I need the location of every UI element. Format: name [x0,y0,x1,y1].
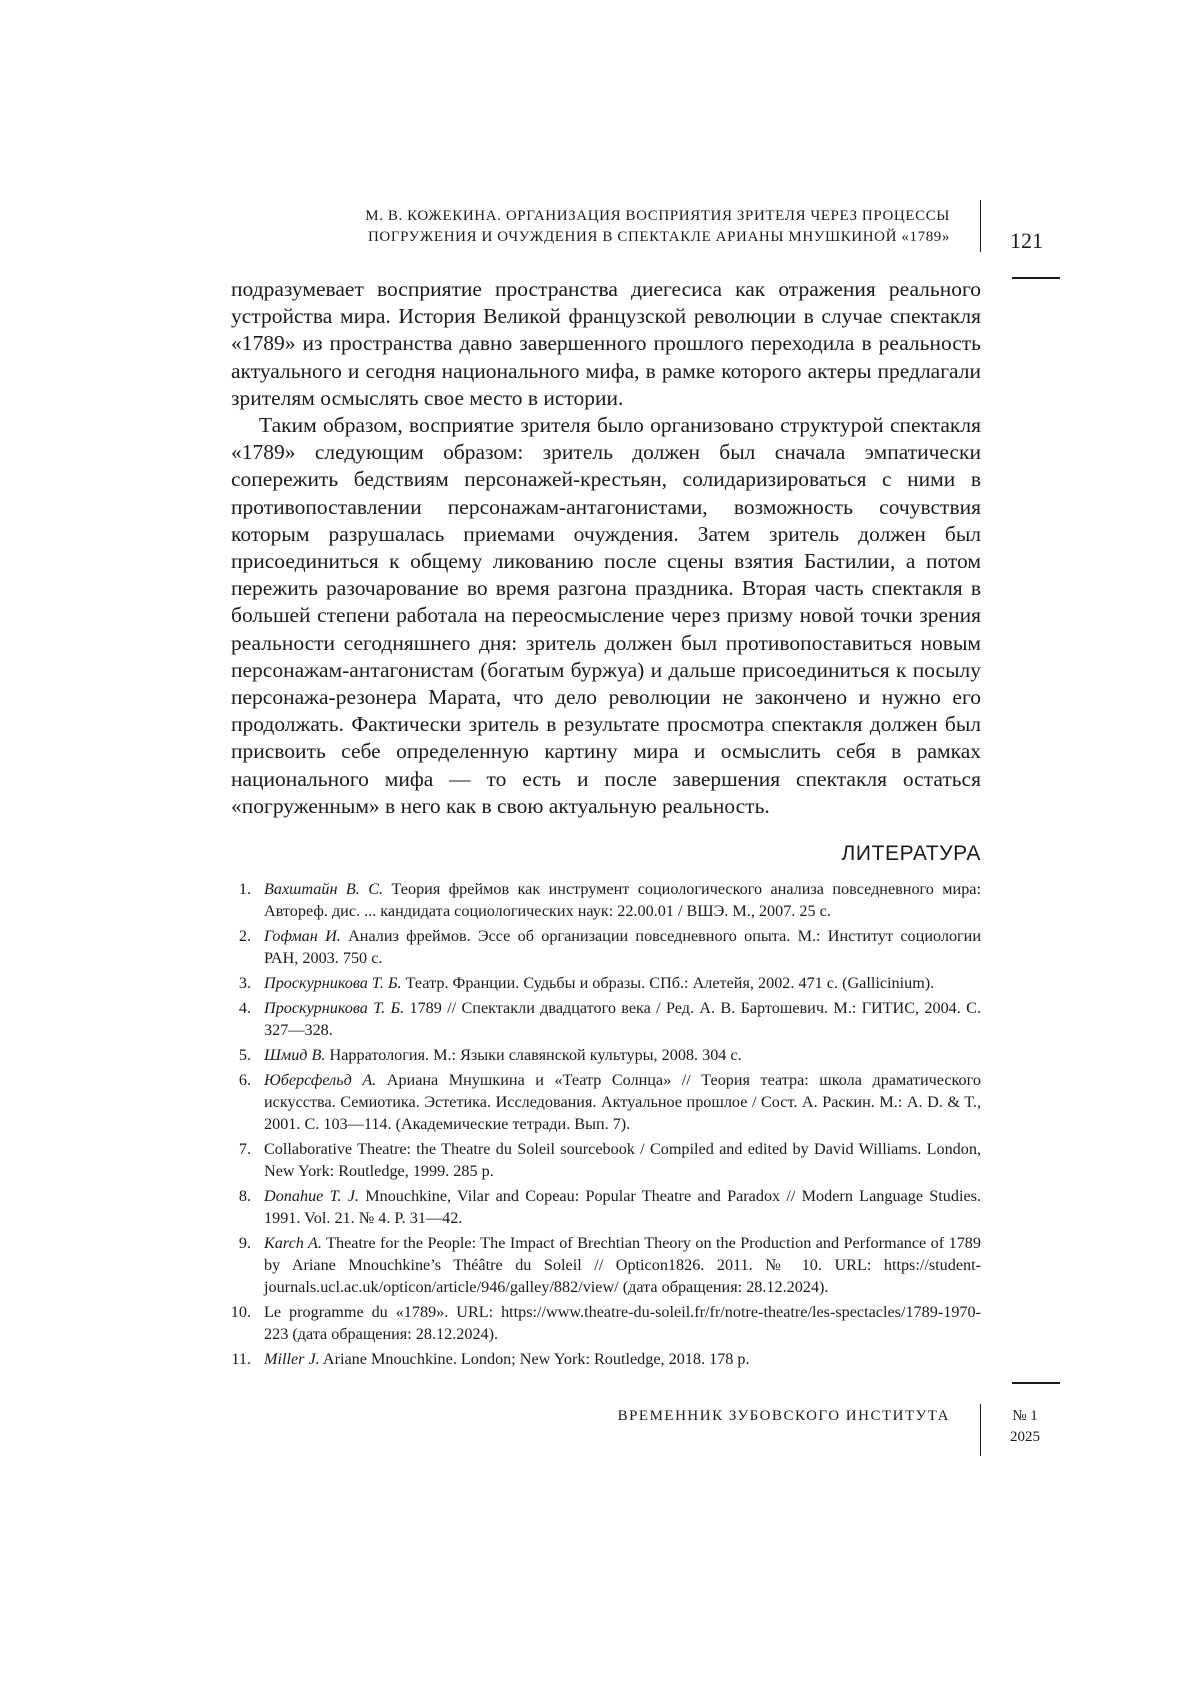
reference-number: 9. [238,1234,251,1252]
reference-number: 3. [238,974,251,992]
reference-item [231,1232,981,1298]
reference-author: Вахштайн В. С. [264,880,384,898]
reference-number: 10. [230,1303,251,1321]
reference-text: Театр. Франции. Судьбы и образы. СПб.: Алетейя, 2002. 471 с. (Gallicinium). [401,974,935,992]
reference-item [231,1185,981,1229]
reference-author: Юберсфельд А. [264,1071,377,1089]
reference-text: Теория фреймов как инструмент социологического анализа повседневного мира: Автореф. дис. ... кандидата социологических наук: 22.00.01 / ВШЭ. М., 2007. 25 с. [264,880,981,920]
reference-author: Шмид В. [264,1046,326,1064]
reference-text: Ариана Мнушкина и «Театр Солнца» // Теория театра: школа драматического искусства. Семиотика. Эстетика. Исследования. Актуальное прошлое / Сост. А. Раскин. М.: A. D. & T., 2001. С. 103—114. (Академические тетради. Вып. 7). [264,1071,981,1133]
reference-number: 6. [238,1071,251,1089]
reference-item [231,1069,981,1135]
reference-text: Mnouchkine, Vilar and Copeau: Popular Theatre and Paradox // Modern Language Studies. 1991. Vol. 21. № 4. P. 31—42. [264,1187,981,1227]
reference-item [231,1301,981,1345]
reference-item [231,1348,981,1370]
reference-number: 11. [231,1350,251,1368]
reference-text: Theatre for the People: The Impact of Brechtian Theory on the Production and Performance of 1789 by Ariane Mnouchkine’s Théâtre du Soleil // Opticon1826. 2011. № 10. URL: https://student-journals.ucl.ac.uk/opticon/article/946/galley/882/view/ (дата обращения: 28.12.2024). [264,1234,981,1296]
issue-year: 2025 [1010,1429,1040,1445]
reference-author: Проскурникова Т. Б. [264,974,402,992]
reference-author: Проскурникова Т. Б. [264,999,405,1017]
article-body [231,276,981,820]
reference-author: Karch A. [264,1234,322,1252]
reference-text: 1789 // Спектакли двадцатого века / Ред. А. В. Бартошевич. М.: ГИТИС, 2004. С. 327—328. [264,999,981,1039]
reference-text: Анализ фреймов. Эссе об организации повседневного опыта. М.: Институт социологии РАН, 2003. 750 с. [264,927,981,967]
reference-number: 8. [238,1187,251,1205]
issue-info [1010,1406,1040,1448]
reference-item [231,925,981,969]
paragraph-2: Таким образом, восприятие зрителя было организовано структурой спектакля «1789» следующим образом: зритель должен был сначала эмпатически сопережить бедствиям персонажей-крестьян, солидаризироваться с ними в противопоставлении персонажам-антагонистами, возможность сочувствия которым разрушалась приемами очуждения. Затем зритель должен был присоединиться к общему ликованию после сцены взятия Бастилии, а потом пережить разочарование во время разгона праздника. Вторая часть спектакля в большей степени работала на переосмысление через призму новой точки зрения реальности сегодняшнего дня: зритель должен был противопоставиться новым персонажам-антагонистам (богатым буржуа) и дальше присоединиться к посылу персонажа-резонера Марата, что дело революции не закончено и нужно его продолжать. Фактически зритель в результате просмотра спектакля должен был присвоить себе определенную картину мира и осмыслить себя в рамках национального мифа — то есть и после завершения спектакля остаться «погруженным» в него как в свою актуальную реальность. [231,413,981,818]
reference-item [231,972,981,994]
reference-item [231,1044,981,1066]
issue-number: № 1 [1012,1408,1038,1424]
footer-top-rule [1012,1382,1060,1384]
reference-number: 4. [238,999,251,1017]
paragraph-1: подразумевает восприятие пространства диегесиса как отражения реального устройства мира. История Великой французской революции в случае спектакля «1789» из пространства давно завершенного прошлого переходила в реальность актуального и сегодня национального мифа, в рамке которого актеры предлагали зрителям осмыслять свое место в истории. [231,277,981,410]
reference-item [231,878,981,922]
reference-number: 5. [238,1046,251,1064]
journal-title: ВРЕМЕННИК ЗУБОВСКОГО ИНСТИТУТА [617,1408,950,1424]
reference-text: Ariane Mnouchkine. London; New York: Routledge, 2018. 178 p. [319,1350,750,1368]
literature-title: ЛИТЕРАТУРА [841,842,981,865]
reference-author: Гофман И. [264,927,341,945]
reference-item [231,1138,981,1182]
reference-number: 1. [238,880,251,898]
reference-text: Нарратология. М.: Языки славянской культуры, 2008. 304 с. [325,1046,742,1064]
reference-text: Collaborative Theatre: the Theatre du Soleil sourcebook / Compiled and edited by David Williams. London, New York: Routledge, 1999. 285 p. [264,1140,981,1180]
running-header-line-1: М. В. КОЖЕКИНА. ОРГАНИЗАЦИЯ ВОСПРИЯТИЯ ЗРИТЕЛЯ ЧЕРЕЗ ПРОЦЕССЫ [365,208,950,224]
reference-author: Miller J. [264,1350,320,1368]
footer-vertical-rule [980,1404,981,1456]
reference-text: Le programme du «1789». URL: https://www.theatre-du-soleil.fr/fr/notre-theatre/les-spectacles/1789-1970-223 (дата обращения: 28.12.2024). [264,1303,981,1343]
header-vertical-rule [980,200,981,252]
running-header [200,206,950,248]
reference-number: 7. [238,1140,251,1158]
reference-author: Donahue T. J. [264,1187,359,1205]
running-header-line-2: ПОГРУЖЕНИЯ И ОЧУЖДЕНИЯ В СПЕКТАКЛЕ АРИАНЫ МНУШКИНОЙ «1789» [367,229,950,245]
page-number: 121 [1010,228,1043,253]
page-number-rule [1012,277,1060,279]
reference-list [231,878,981,1373]
reference-number: 2. [238,927,251,945]
reference-item [231,997,981,1041]
